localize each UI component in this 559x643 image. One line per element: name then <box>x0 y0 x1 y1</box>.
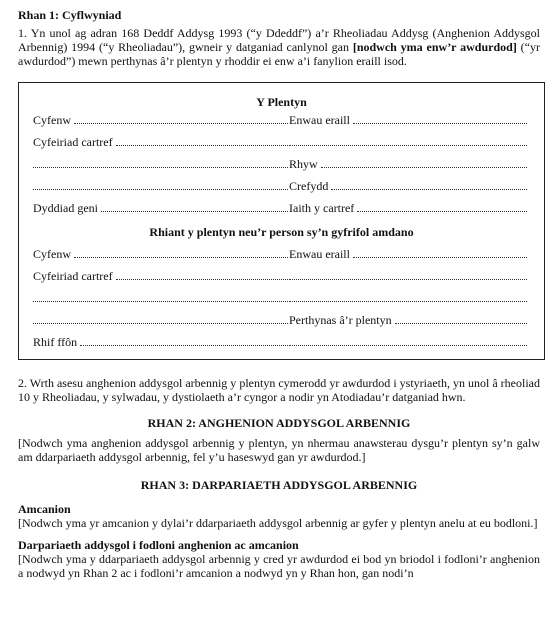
home-language-label: Iaith y cartref <box>289 201 355 215</box>
parent-address-field[interactable] <box>33 269 288 283</box>
relationship-label: Perthynas â’r plentyn <box>289 313 392 327</box>
provision-subheading: Darpariaeth addysgol i fodloni anghenion ac amcanion <box>18 538 299 552</box>
home-address-label: Cyfeiriad cartref <box>33 135 113 149</box>
part1-heading: Rhan 1: Cyflwyniad <box>18 8 122 22</box>
parent-other-names-label: Enwau eraill <box>289 247 350 261</box>
home-address-line-1 <box>116 135 288 146</box>
parent-address-line-3 <box>33 291 288 302</box>
home-address-continued[interactable] <box>289 135 527 146</box>
child-section-title: Y Plentyn <box>256 95 307 109</box>
religion-label: Crefydd <box>289 179 329 193</box>
parent-address-continued[interactable] <box>289 269 527 280</box>
objectives-text: [Nodwch yma yr amcanion y dylai’r ddarpariaeth addysgol arbennig ar gyfer y plentyn anelu at eu bodloni.] <box>18 516 538 530</box>
home-address-field[interactable] <box>33 135 288 149</box>
home-address-line-4 <box>33 179 288 190</box>
parent-address-extra-field-2[interactable] <box>289 291 527 302</box>
objectives-subheading: Amcanion <box>18 502 71 516</box>
parent-surname-line <box>74 247 288 258</box>
dob-field[interactable] <box>33 201 288 215</box>
home-language-field[interactable] <box>289 201 527 215</box>
surname-label: Cyfenw <box>33 113 71 127</box>
parent-address-line-4 <box>289 291 527 302</box>
phone-field[interactable] <box>33 335 288 349</box>
parent-address-extra-field[interactable] <box>33 291 288 302</box>
parent-surname-label: Cyfenw <box>33 247 71 261</box>
intro-paragraph <box>18 26 540 68</box>
intro-text-end: (“yr awdurdod”) mewn perthynas â’r plentyn y rhoddir ei enw a’i fanylion eraill isod. <box>18 40 540 68</box>
parent-other-names-field[interactable] <box>289 247 527 261</box>
relationship-field[interactable] <box>289 313 527 327</box>
parent-address-line-1 <box>116 269 288 280</box>
parent-other-names-line <box>353 247 527 258</box>
parent-address-label: Cyfeiriad cartref <box>33 269 113 283</box>
phone-line-2 <box>289 335 527 346</box>
sex-field[interactable] <box>289 157 527 171</box>
dob-label: Dyddiad geni <box>33 201 98 215</box>
parent-address-line-5 <box>33 313 288 324</box>
religion-field[interactable] <box>289 179 527 193</box>
phone-line <box>80 335 288 346</box>
religion-line <box>331 179 527 190</box>
parent-section-title: Rhiant y plentyn neu’r person sy’n gyfrifol amdano <box>149 225 414 239</box>
intro-text-start: 1. Yn unol ag adran 168 Deddf Addysg 1993 (“y Ddeddf”) a’r Rheoliadau Addysg (Anghenion Addysgol Arbennig) 1994 (“y Rheoliadau”), gwneir y datganiad canlynol gan <box>18 26 540 54</box>
part3-heading: RHAN 3: DARPARIAETH ADDYSGOL ARBENNIG <box>140 478 418 492</box>
statement-page <box>18 8 540 580</box>
other-names-field[interactable] <box>289 113 527 127</box>
surname-field[interactable] <box>33 113 288 127</box>
parent-address-extra-field-3[interactable] <box>33 313 288 324</box>
provision-text: [Nodwch yma y ddarpariaeth addysgol arbennig y cred yr awdurdod ei bod yn briodol i fodloni’r anghenion a nodwyd yn Rhan 2 ac i fodloni’r amcanion a nodwyd yn y Rhan hon, gan nodi’n <box>18 552 540 580</box>
phone-label: Rhif ffôn <box>33 335 78 349</box>
parent-address-line-2 <box>289 269 527 280</box>
part2-heading: RHAN 2: ANGHENION ADDYSGOL ARBENNIG <box>147 416 411 430</box>
paragraph-2: 2. Wrth asesu anghenion addysgol arbennig y plentyn cymerodd yr awdurdod i ystyriaeth, yn unol â rheoliad 10 y Rheoliadau, y sylwadau, y dystiolaeth a’r cyngor a nodir yn Atodiadau’r datganiad hwn. <box>18 376 540 404</box>
home-language-line <box>357 201 527 212</box>
part2-text: [Nodwch yma anghenion addysgol arbennig y plentyn, yn nhermau anawsterau dysgu’r plentyn sy’n galw am ddarpariaeth addysgol arbennig, fel y’u haseswyd gan yr awdurdod.] <box>18 436 540 464</box>
home-address-line-2 <box>289 135 527 146</box>
sex-line <box>321 157 527 168</box>
home-address-line-3 <box>33 157 288 168</box>
surname-line <box>74 113 288 124</box>
authority-name-placeholder: [nodwch yma enw’r awdurdod] <box>352 40 517 54</box>
dob-line <box>101 201 288 212</box>
relationship-line <box>395 313 527 324</box>
address-extra-line-field-2[interactable] <box>33 179 288 190</box>
parent-surname-field[interactable] <box>33 247 288 261</box>
phone-continued-field[interactable] <box>289 335 527 346</box>
details-form-box <box>18 82 545 360</box>
address-extra-line-field[interactable] <box>33 157 288 168</box>
sex-label: Rhyw <box>289 157 318 171</box>
other-names-label: Enwau eraill <box>289 113 350 127</box>
other-names-line <box>353 113 527 124</box>
